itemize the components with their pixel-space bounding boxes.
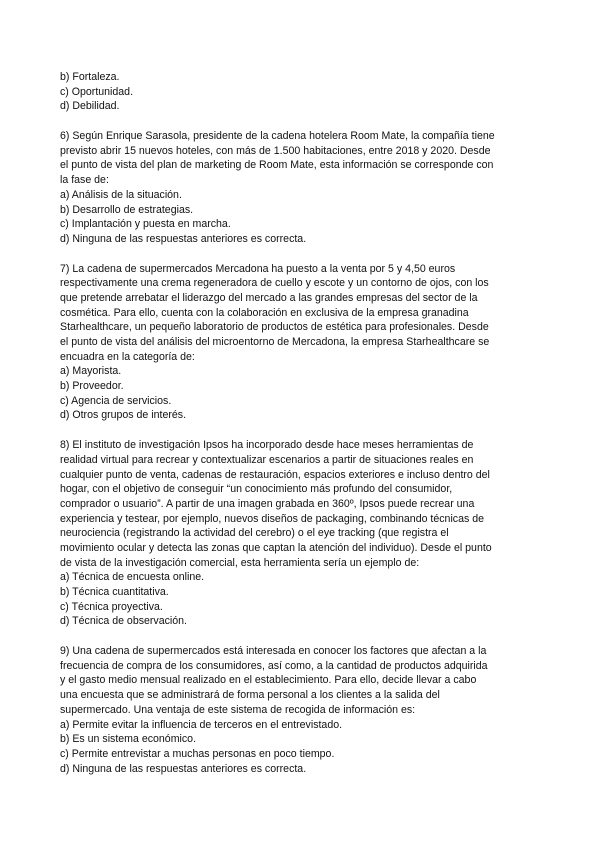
question-stem-line: una encuesta que se administrará de forma personal a los clientes a la salida del	[60, 689, 440, 702]
question-stem-line: encuadra en la categoría de:	[60, 350, 195, 363]
question-9	[60, 644, 545, 776]
question-stem-line: realidad virtual para recrear y contextualizar escenarios a partir de situaciones reales en	[60, 453, 474, 466]
question-stem-line: frecuencia de compra de los consumidores, así como, a la cantidad de productos adquirida	[60, 659, 488, 672]
question-stem-line: la fase de:	[60, 174, 109, 187]
question-stem-line: y el gasto medio mensual realizado en el establecimiento. Para ello, decide llevar a cabo	[60, 674, 477, 687]
option-a: a) Técnica de encuesta online.	[60, 571, 205, 584]
question-stem-line: comprador o usuario”. A partir de una imagen grabada en 360º, Ipsos puede recrear una	[60, 497, 475, 510]
question-stem-line: 7) La cadena de supermercados Mercadona ha puesto a la venta por 5 y 4,50 euros	[60, 262, 456, 275]
option-a: a) Análisis de la situación.	[60, 188, 182, 201]
option-b: b) Fortaleza.	[60, 71, 120, 83]
option-d: d) Ninguna de las respuestas anteriores es correcta.	[60, 762, 307, 775]
question-stem-line: previsto abrir 15 nuevos hoteles, con más de 1.500 habitaciones, entre 2018 y 2020. Desde	[60, 144, 491, 157]
question-stem-line: movimiento ocular y detecta las zonas que captan la atención del individuo). Desde el punto	[60, 541, 492, 554]
question-stem-line: cualquier punto de venta, cadenas de restauración, espacios exteriores e incluso dentro del	[60, 468, 490, 481]
option-b: b) Proveedor.	[60, 380, 124, 393]
question-stem-line: supermercado. Una ventaja de este sistema de recogida de información es:	[60, 703, 416, 716]
option-c: c) Agencia de servicios.	[60, 394, 172, 407]
question-7	[60, 262, 545, 424]
option-c: c) Oportunidad.	[60, 85, 134, 98]
option-b: b) Es un sistema económico.	[60, 733, 197, 746]
option-c: c) Técnica proyectiva.	[60, 600, 163, 613]
question-stem-line: el punto de vista del plan de marketing de Room Mate, esta información se corresponde con	[60, 159, 494, 172]
option-d: d) Ninguna de las respuestas anteriores es correcta.	[60, 232, 307, 245]
page-content	[60, 70, 545, 791]
question-stem-line: hogar, con el objetivo de conseguir “un conocimiento más profundo del consumidor,	[60, 483, 453, 496]
question-8	[60, 438, 545, 629]
option-b: b) Desarrollo de estrategias.	[60, 203, 194, 216]
option-c: c) Implantación y puesta en marcha.	[60, 218, 231, 231]
question-stem-line: el punto de vista del análisis del microentorno de Mercadona, la empresa Starhealthcare se	[60, 336, 490, 348]
question-stem-line: 8) El instituto de investigación Ipsos ha incorporado desde hace meses herramientas de	[60, 439, 474, 452]
question-stem-line: 9) Una cadena de supermercados está interesada en conocer los factores que afectan a la	[60, 645, 487, 658]
option-d: d) Técnica de observación.	[60, 615, 188, 628]
question-stem-line: cosmética. Para ello, cuenta con la colaboración en exclusiva de la empresa granadina	[60, 306, 469, 319]
option-b: b) Técnica cuantitativa.	[60, 586, 169, 598]
question-stem-line: experiencia y testear, por ejemplo, nuevos diseños de packaging, combinando técnicas de	[60, 512, 485, 525]
question-stem-line: neurociencia (registrando la actividad del cerebro) o el eye tracking (que registra el	[60, 527, 449, 540]
question-stem-line: Starhealthcare, un pequeño laboratorio de productos de estética para profesionales. Desde	[60, 321, 489, 334]
previous-question-options	[60, 70, 545, 114]
option-d: d) Debilidad.	[60, 100, 120, 113]
option-a: a) Permite evitar la influencia de terceros en el entrevistado.	[60, 718, 343, 731]
question-stem-line: respectivamente una crema regeneradora de cuello y escote y un contorno de ojos, con los	[60, 277, 489, 290]
question-6	[60, 129, 545, 247]
option-c: c) Permite entrevistar a muchas personas en poco tiempo.	[60, 747, 335, 760]
question-stem-line: 6) Según Enrique Sarasola, presidente de la cadena hotelera Room Mate, la compañía tiene	[60, 130, 495, 143]
option-d: d) Otros grupos de interés.	[60, 409, 187, 422]
option-a: a) Mayorista.	[60, 365, 122, 378]
question-stem-line: que pretende arrebatar el liderazgo del mercado a las grandes empresas del sector de la	[60, 291, 478, 304]
question-stem-line: de vista de la investigación comercial, esta herramienta sería un ejemplo de:	[60, 556, 420, 569]
